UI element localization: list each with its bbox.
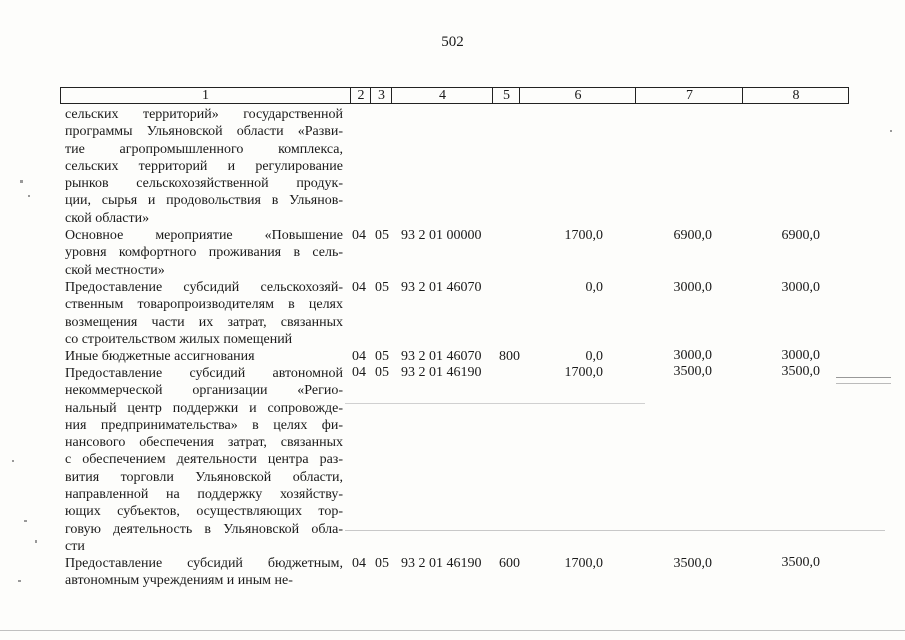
description-line: Предоставление субсидий автономной [65,366,343,381]
cell-col-6: 1700,0 [564,365,603,380]
table-row-description [65,106,343,227]
scan-artifact [890,130,892,132]
cell-col-8: 3500,0 [781,555,820,570]
description-line: сельских территорий и регулирование [65,158,343,174]
cell-col-8: 3000,0 [781,348,820,363]
table-row-description [65,279,343,348]
cell-col-6: 0,0 [585,280,603,295]
scan-artifact [0,630,905,631]
table-header [60,87,849,104]
cell-col-5: 600 [499,556,520,571]
cell-col-7: 6900,0 [673,228,712,243]
cell-col-4: 93 2 01 46070 [401,280,482,295]
description-line: Предоставление субсидий сельскохозяй- [65,280,343,295]
table-row-description [65,348,343,365]
cell-col-4: 93 2 01 00000 [401,228,482,243]
cell-col-2: 04 [352,556,366,571]
description-line: Основное мероприятие «Повышение [65,228,343,243]
description-line: ской области» [65,210,150,226]
cell-col-5: 800 [499,349,520,364]
description-line: Иные бюджетные ассигнования [65,349,255,364]
scan-artifact [836,377,891,378]
cell-col-7: 3500,0 [673,364,712,379]
description-line: некоммерческой организации «Регио- [65,383,343,399]
description-line: автономным учреждениям и иным не- [65,573,293,589]
description-line: нальный центр поддержки и сопровожде- [65,400,343,416]
header-col-6: 6 [519,88,636,103]
scan-artifact [345,530,885,531]
description-line: ственным товаропроизводителям в целях [65,297,343,313]
header-col-5: 5 [492,88,520,103]
cell-col-8: 3000,0 [781,280,820,295]
description-line: ции, сырья и продовольствия в Ульянов- [65,193,343,209]
cell-col-7: 3000,0 [673,348,712,363]
header-col-7: 7 [635,88,743,103]
cell-col-3: 05 [375,556,389,571]
cell-col-3: 05 [375,349,389,364]
cell-col-4: 93 2 01 46190 [401,365,482,380]
header-col-1: 1 [202,88,209,103]
header-col-4: 4 [391,88,493,103]
header-col-3: 3 [370,88,392,103]
description-line: направленной на поддержку хозяйству- [65,487,343,503]
cell-col-6: 1700,0 [564,556,603,571]
table-row-description [65,227,343,279]
description-line: сельских территорий» государственной [65,107,343,122]
cell-col-2: 04 [352,228,366,243]
description-line: возмещения части их затрат, связанных [65,314,343,330]
cell-col-2: 04 [352,349,366,364]
scan-artifact [20,180,23,183]
description-line: со строительством жилых помещений [65,331,293,347]
cell-col-3: 05 [375,228,389,243]
cell-col-7: 3500,0 [673,556,712,571]
description-line: тие агропромышленного комплекса, [65,141,343,157]
description-line: говую деятельность в Ульяновской обла- [65,521,343,537]
cell-col-2: 04 [352,280,366,295]
page-number: 502 [441,34,464,50]
header-col-8: 8 [742,88,849,103]
description-line: с обеспечением деятельности центра раз- [65,452,343,468]
header-col-2: 2 [350,88,371,103]
description-line: нансового обеспечения затрат, связанных [65,435,343,451]
scan-artifact [28,195,30,197]
description-line: вития торговли Ульяновской области, [65,469,343,485]
cell-col-6: 1700,0 [564,228,603,243]
cell-col-4: 93 2 01 46190 [401,556,482,571]
description-line: программы Ульяновской области «Разви- [65,124,343,140]
description-line: сти [65,538,85,554]
cell-col-2: 04 [352,365,366,380]
cell-col-8: 6900,0 [781,228,820,243]
scan-artifact [35,540,37,543]
scan-artifact [18,580,21,582]
cell-col-8: 3500,0 [781,364,820,379]
cell-col-3: 05 [375,365,389,380]
description-line: уровня комфортного проживания в сель- [65,245,343,261]
cell-col-4: 93 2 01 46070 [401,349,482,364]
description-line: рынков сельскохозяйственной продук- [65,176,343,192]
scan-artifact [345,403,645,404]
scan-artifact [24,520,27,522]
description-line: ской местности» [65,262,165,278]
description-line: ющих субъектов, осуществляющих тор- [65,504,343,520]
table-row-description [65,365,343,555]
scan-artifact [836,383,891,384]
description-line: Предоставление субсидий бюджетным, [65,556,343,571]
scan-artifact [12,460,14,462]
cell-col-7: 3000,0 [673,280,712,295]
cell-col-6: 0,0 [585,349,603,364]
table-row-description [65,555,343,590]
cell-col-3: 05 [375,280,389,295]
description-line: ния предпринимательства» в целях фи- [65,417,343,433]
